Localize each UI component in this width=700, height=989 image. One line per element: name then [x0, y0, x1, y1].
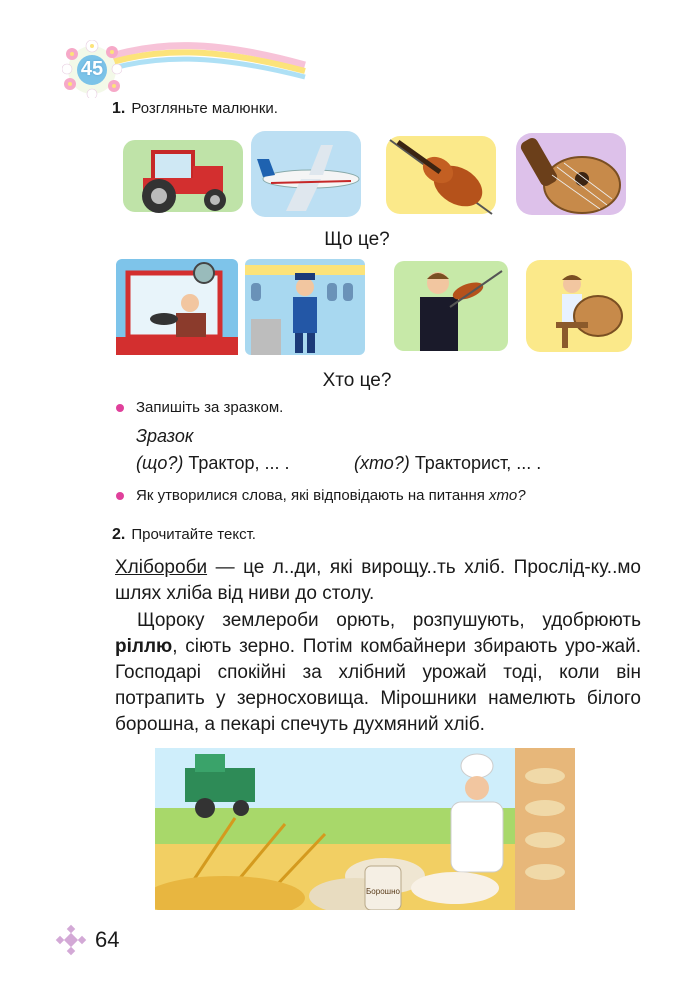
task2-number: 2. [112, 526, 126, 543]
task1-instruction: Розгляньте малюнки. [131, 100, 278, 117]
rainbow-ribbon-decoration [95, 35, 310, 80]
bullet-marker [116, 404, 124, 412]
sample-line-who [354, 453, 541, 474]
embroidery-ornament-icon [55, 924, 87, 956]
task2-heading [112, 526, 256, 544]
bandura-image [512, 127, 630, 219]
bullet-marker [116, 492, 124, 500]
bandura-player-image [522, 256, 636, 356]
sample-line-what [136, 453, 290, 474]
pilot-image [245, 259, 365, 355]
flour-bag-label: Борошно [366, 887, 400, 896]
paragraph2-part-a: Щороку землероби орють, розпушують, удобрюють [137, 610, 641, 631]
bullet1-text: Запишіть за зразком. [136, 399, 284, 416]
airplane-image [251, 131, 361, 217]
paragraph1-rest: — це л..ди, які вирощу..ть хліб. Прослід-ку..мо шлях хліба від ниви до столу. [115, 557, 641, 604]
bold-word: ріллю [115, 636, 173, 657]
sample-label: Зразок [136, 426, 194, 446]
bullet2-question: Як утворилися слова, які відповідають на питання [136, 487, 490, 504]
question-what: Що це? [324, 229, 390, 250]
bullet2-who-word: хто? [489, 487, 526, 504]
bullet2-text [136, 487, 526, 504]
tractor-driver-image [116, 259, 238, 355]
task1-heading [112, 100, 278, 118]
tractor-image [123, 130, 243, 218]
paragraph2-part-b: , сіють зерно. Потім комбайнери збирають уро-жай. Господарі спокійні за хлібний урожай тоді, коли він потрапить у зерносховища. Мірошники намелють білого борошна, а пекарі спечуть духмяний хліб. [115, 636, 641, 735]
lesson-number: 45 [80, 57, 104, 80]
sample-word-tractorist: Тракторист, ... . [409, 453, 542, 473]
lesson-badge [62, 40, 122, 98]
page-number: 64 [95, 927, 120, 952]
bread-making-illustration [155, 748, 575, 910]
underlined-word: Хлібороби [115, 557, 208, 578]
sample-word-tractor: Трактор, ... . [183, 453, 290, 473]
task1-number: 1. [112, 100, 126, 117]
text-paragraph-1 [115, 555, 641, 607]
violinist-image [390, 257, 512, 355]
task2-instruction: Прочитайте текст. [131, 526, 256, 543]
text-paragraph-2 [115, 608, 641, 738]
sample-question-what: (що?) [136, 453, 184, 473]
violin-image [380, 128, 502, 220]
question-who: Хто це? [322, 370, 392, 391]
sample-question-who: (хто?) [354, 453, 410, 473]
